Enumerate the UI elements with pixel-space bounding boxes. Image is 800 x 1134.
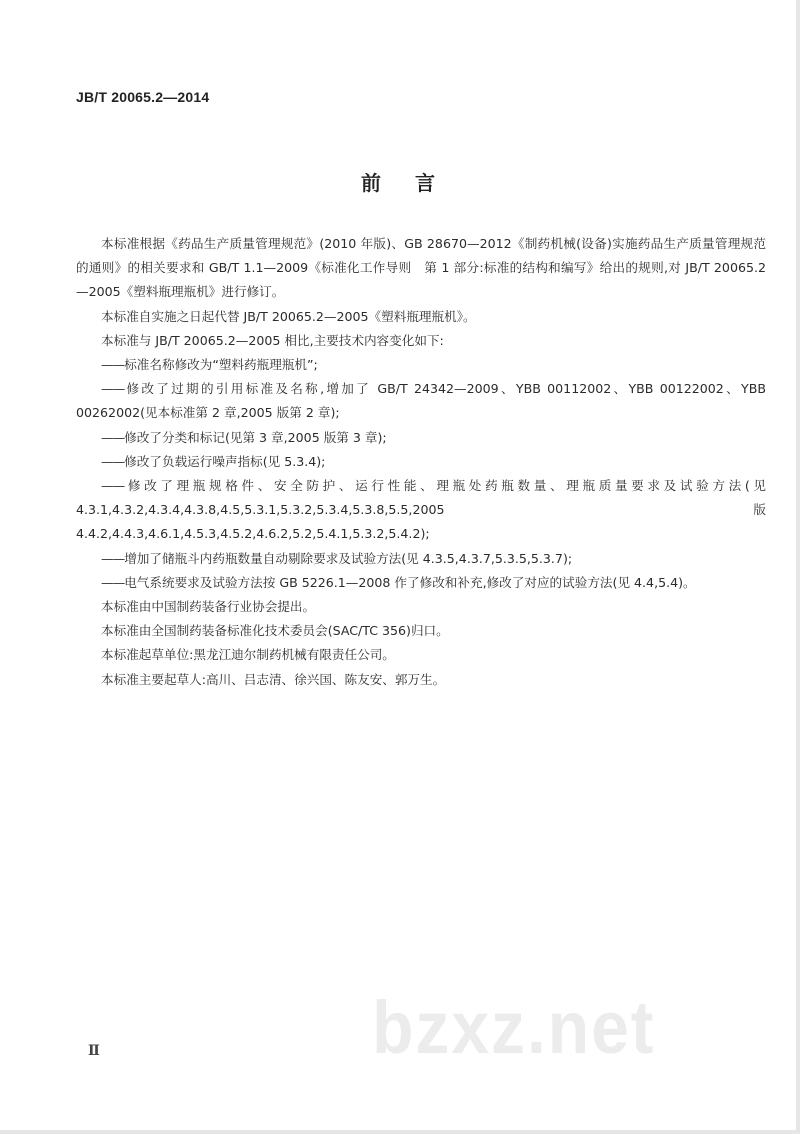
- em-dash: ——: [101, 357, 125, 373]
- title-char-2: 言: [415, 171, 435, 195]
- drafters-paragraph: 本标准主要起草人:高川、吕志清、徐兴国、陈友安、郭万生。: [101, 671, 446, 687]
- em-dash: ——: [101, 453, 125, 469]
- change-item: [76, 426, 766, 450]
- intro-paragraph: 本标准根据《药品生产质量管理规范》(2010 年版)、GB 28670—2012《制药机械(设备)实施药品生产质量管理规范的通则》的相关要求和 GB/T 1.1—2009《标准化工作导则 第 1 部分:标准的结构和编写》给出的规则,对 JB/T 20065.2—2005《塑料瓶理瓶机》进行修订。: [76, 236, 766, 300]
- change-item: [76, 571, 766, 595]
- change-item: [76, 474, 766, 547]
- foreword-body: [76, 232, 766, 692]
- change-text: 标准名称修改为“塑料药瓶理瓶机”;: [124, 357, 318, 373]
- title-char-1: 前: [361, 171, 381, 195]
- page-title: [0, 167, 796, 196]
- em-dash: ——: [101, 574, 125, 590]
- proposed-by-paragraph: 本标准由中国制药装备行业协会提出。: [101, 599, 316, 615]
- watermark: bzxz.net: [372, 986, 656, 1069]
- em-dash: ——: [101, 429, 125, 445]
- page-number: Ⅱ: [88, 1044, 100, 1059]
- change-item: [76, 547, 766, 571]
- drafting-unit-paragraph: 本标准起草单位:黑龙江迪尔制药机械有限责任公司。: [101, 647, 395, 663]
- change-text: 增加了储瓶斗内药瓶数量自动剔除要求及试验方法(见 4.3.5,4.3.7,5.3.5,5.3.7);: [124, 550, 573, 566]
- em-dash: ——: [101, 478, 125, 494]
- administered-by-paragraph: 本标准由全国制药装备标准化技术委员会(SAC/TC 356)归口。: [101, 623, 449, 639]
- em-dash: ——: [101, 550, 125, 566]
- change-text: 修改了理瓶规格件、安全防护、运行性能、理瓶处药瓶数量、理瓶质量要求及试验方法(见 4.3.1,4.3.2,4.3.4,4.3.8,4.5,5.3.1,5.3.2,5.3.4,5.3.8,5.5,2005 版 4.4.2,4.4.3,4.6.1,4.5.3,4.5.2,4.6.2,5.2,5.4.1,5.3.2,5.4.2);: [76, 478, 766, 542]
- em-dash: ——: [101, 381, 125, 397]
- change-text: 修改了过期的引用标准及名称,增加了 GB/T 24342—2009、YBB 00112002、YBB 00122002、YBB 00262002(见本标准第 2 章,2005 版第 2 章);: [76, 381, 766, 421]
- change-item: [76, 450, 766, 474]
- comparison-paragraph: 本标准与 JB/T 20065.2—2005 相比,主要技术内容变化如下:: [101, 332, 444, 348]
- change-text: 修改了分类和标记(见第 3 章,2005 版第 3 章);: [124, 429, 387, 445]
- replaces-paragraph: 本标准自实施之日起代替 JB/T 20065.2—2005《塑料瓶理瓶机》。: [101, 308, 476, 324]
- change-item: [76, 377, 766, 425]
- change-text: 修改了负载运行噪声指标(见 5.3.4);: [124, 453, 326, 469]
- change-text: 电气系统要求及试验方法按 GB 5226.1—2008 作了修改和补充,修改了对应的试验方法(见 4.4,5.4)。: [124, 574, 696, 590]
- standard-code-header: JB/T 20065.2—2014: [76, 89, 210, 105]
- change-item: [76, 353, 766, 377]
